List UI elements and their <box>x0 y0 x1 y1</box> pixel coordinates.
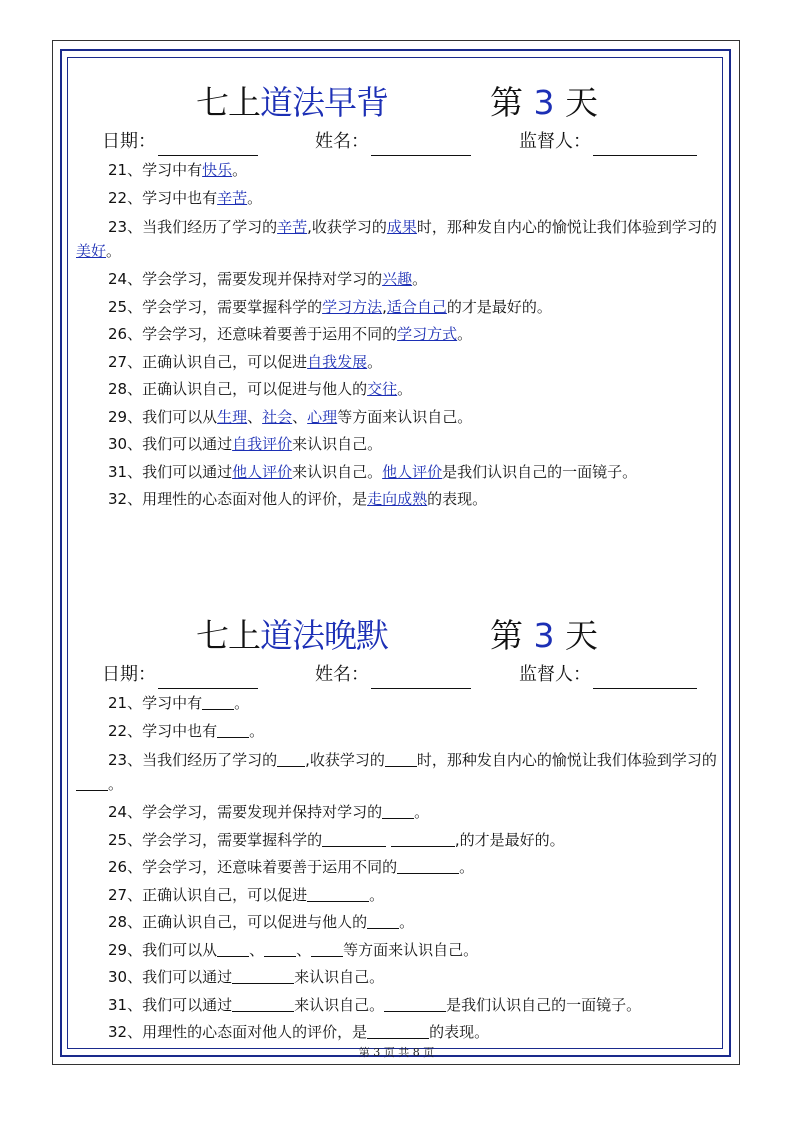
morning-date-field[interactable]: 日期： <box>102 128 258 156</box>
list-item: 25、学会学习，需要掌握科学的学习方法,适合自己的才是最好的。 <box>108 297 552 316</box>
list-item: 23、当我们经历了学习的 ,收获学习的 时，那种发自内心的愉悦让我们体验到学习的。 <box>76 745 726 799</box>
answer-text: 适合自己 <box>386 297 447 316</box>
list-item: 25、学会学习，需要掌握科学的 ,的才是最好的。 <box>108 830 565 849</box>
evening-info-row <box>76 661 726 689</box>
morning-section <box>76 80 726 514</box>
fill-blank[interactable] <box>322 830 386 847</box>
answer-text: 辛苦 <box>217 188 248 207</box>
list-item: 28、正确认识自己，可以促进与他人的交往。 <box>108 380 413 398</box>
fill-blank[interactable] <box>202 693 234 710</box>
morning-title-text: 七上道法早背 <box>196 83 388 122</box>
page-number: 3 <box>373 1046 381 1059</box>
answer-text: 学习方式 <box>397 325 458 343</box>
morning-name-field[interactable]: 姓名： <box>315 128 471 156</box>
evening-date-field[interactable]: 日期： <box>102 661 258 689</box>
fill-blank[interactable] <box>76 774 108 791</box>
answer-text: 兴趣 <box>382 270 413 288</box>
fill-blank[interactable] <box>382 802 414 819</box>
answer-text: 学习方法 <box>322 297 383 316</box>
morning-title <box>76 80 726 126</box>
answer-text: 他人评价 <box>382 462 443 481</box>
list-item: 26、学会学习，还意味着要善于运用不同的学习方式。 <box>108 325 473 343</box>
list-item: 32、用理性的心态面对他人的评价，是 的表现。 <box>108 1023 490 1041</box>
fill-blank[interactable] <box>217 940 249 957</box>
answer-text: 交往 <box>367 380 398 398</box>
evening-title-accent: 道法晚默 <box>260 616 388 655</box>
list-item: 23、当我们经历了学习的辛苦,收获学习的成果时，那种发自内心的愉悦让我们体验到学习的美好。 <box>76 218 717 260</box>
fill-blank[interactable] <box>217 721 249 738</box>
list-item: 31、我们可以通过 来认识自己。 是我们认识自己的一面镜子。 <box>108 995 642 1014</box>
list-item: 31、我们可以通过他人评价来认识自己。他人评价是我们认识自己的一面镜子。 <box>108 462 638 481</box>
answer-text: 自我评价 <box>232 435 293 453</box>
evening-day-number: 3 <box>533 616 555 655</box>
list-item: 22、学习中也有辛苦。 <box>108 188 263 207</box>
evening-question-list <box>76 690 726 1047</box>
list-item: 21、学习中有快乐。 <box>108 161 248 179</box>
morning-info-row <box>76 128 726 156</box>
fill-blank[interactable] <box>367 912 399 929</box>
answer-text: 成果 <box>386 218 417 236</box>
list-item: 24、学会学习，需要发现并保持对学习的 。 <box>108 803 430 821</box>
fill-blank[interactable] <box>307 885 369 902</box>
list-item: 28、正确认识自己，可以促进与他人的 。 <box>108 913 415 931</box>
list-item: 21、学习中有 。 <box>108 694 250 712</box>
morning-day-label: 第 3 天 <box>490 83 598 122</box>
answer-text: 快乐 <box>202 161 233 179</box>
morning-question-list <box>76 157 726 514</box>
answer-text: 社会 <box>262 407 293 426</box>
fill-blank[interactable] <box>311 940 343 957</box>
answer-text: 心理 <box>307 407 338 426</box>
answer-text: 自我发展 <box>307 352 368 371</box>
evening-section <box>76 613 726 1047</box>
page-footer: 第 3 页 共 8 页 <box>358 1046 435 1059</box>
evening-name-field[interactable]: 姓名： <box>315 661 471 689</box>
fill-blank[interactable] <box>391 830 455 847</box>
evening-day-label: 第 3 天 <box>490 616 598 655</box>
answer-text: 美好 <box>76 242 107 260</box>
list-item: 22、学习中也有 。 <box>108 721 265 740</box>
fill-blank[interactable] <box>277 750 305 767</box>
fill-blank[interactable] <box>367 1022 429 1039</box>
fill-blank[interactable] <box>397 857 459 874</box>
list-item: 24、学会学习，需要发现并保持对学习的兴趣。 <box>108 270 428 288</box>
morning-supervisor-field[interactable]: 监督人： <box>519 128 697 156</box>
answer-text: 他人评价 <box>232 462 293 481</box>
list-item: 27、正确认识自己，可以促进 。 <box>108 885 385 904</box>
evening-title <box>76 613 726 659</box>
fill-blank[interactable] <box>384 995 446 1012</box>
evening-title-text: 七上道法晚默 <box>196 616 388 655</box>
evening-supervisor-field[interactable]: 监督人： <box>519 661 697 689</box>
list-item: 26、学会学习，还意味着要善于运用不同的 。 <box>108 858 475 876</box>
answer-text: 生理 <box>217 407 248 426</box>
answer-text: 走向成熟 <box>367 490 428 508</box>
morning-title-accent: 道法早背 <box>260 83 388 122</box>
fill-blank[interactable] <box>264 940 296 957</box>
list-item: 30、我们可以通过自我评价来认识自己。 <box>108 435 383 453</box>
fill-blank[interactable] <box>232 967 294 984</box>
answer-text: 辛苦 <box>277 218 308 236</box>
morning-day-number: 3 <box>533 83 555 122</box>
fill-blank[interactable] <box>232 995 294 1012</box>
list-item: 32、用理性的心态面对他人的评价，是走向成熟的表现。 <box>108 490 488 508</box>
list-item: 27、正确认识自己，可以促进自我发展。 <box>108 352 383 371</box>
fill-blank[interactable] <box>385 750 417 767</box>
list-item: 30、我们可以通过 来认识自己。 <box>108 968 385 986</box>
list-item: 29、我们可以从生理、社会、心理等方面来认识自己。 <box>108 407 473 426</box>
list-item: 29、我们可以从 、 、 等方面来认识自己。 <box>108 940 479 959</box>
total-pages: 8 <box>412 1046 420 1059</box>
